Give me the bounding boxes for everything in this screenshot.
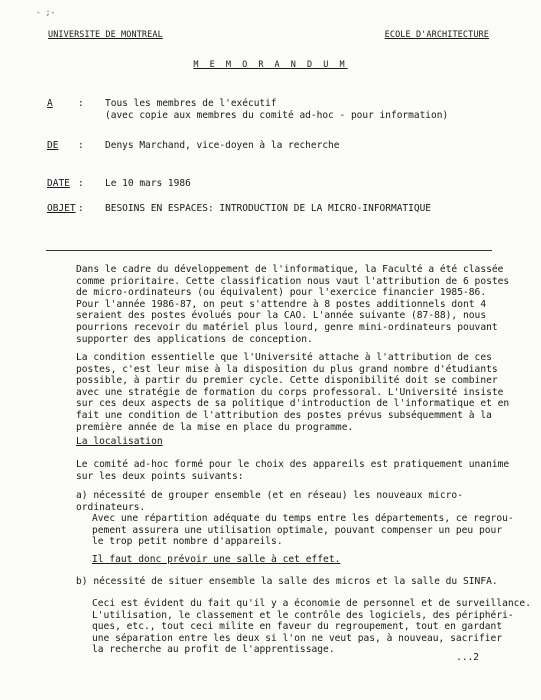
item-a-conclusion: Il faut donc prévoir une salle à cet effet. (92, 554, 341, 565)
corner-mark: - ;- (36, 8, 56, 17)
field-colon: : (78, 203, 84, 214)
university-name: UNIVERSITE DE MONTREAL (48, 30, 163, 40)
paragraph-line: pourrions recevoir du matériel plus lourd, genre mini-ordinateurs pouvant (76, 321, 498, 333)
divider-line (46, 250, 492, 251)
paragraph-line: sur les deux points suivants: (76, 470, 244, 482)
page-continuation: ...2 (456, 652, 479, 663)
paragraph-line: le trop petit nombre d'appareils. (92, 536, 283, 548)
paragraph-line: avec une stratégie de formation du corps professoral. L'Université insiste (76, 386, 504, 398)
paragraph-2 (76, 352, 510, 433)
paragraph-line: Le comité ad-hoc formé pour le choix des appareils est pratiquement unanime (76, 459, 510, 470)
paragraph-line: première année de la mise en place du programme. (76, 421, 354, 433)
paragraph-line: une séparation entre les deux si l'on ne veut pas, à nouveau, sacrifier (92, 632, 503, 644)
paragraph-line: postes, c'est leur mise à la disposition du plus grand nombre d'étudiants (76, 363, 498, 375)
paragraph-1 (76, 264, 510, 345)
recipient-line-2: (avec copie aux membres du comité ad-hoc - pour information) (105, 110, 449, 121)
paragraph-line: fait une condition de l'attribution des postes prévus subséquemment à la (76, 409, 492, 421)
item-b-detail (92, 598, 531, 656)
field-colon: : (78, 178, 84, 189)
memo-title: M E M O R A N D U M (193, 60, 348, 70)
paragraph-line: Dans le cadre du développement de l'informatique, la Faculté a été classée (76, 264, 504, 275)
subject-value: BESOINS EN ESPACES: INTRODUCTION DE LA MICRO-INFORMATIQUE (105, 203, 432, 214)
paragraph-line: La condition essentielle que l'Université attache à l'attribution de ces (76, 352, 492, 363)
paragraph-line: seraient des postes évolués pour la CAO. L'année suivante (87-88), nous (76, 310, 487, 322)
paragraph-line: possible, à partir du premier cycle. Cette disponibilité doit se combiner (76, 375, 498, 387)
paragraph-line: la recherche au profit de l'apprentissage. (92, 644, 335, 656)
field-label-de: DE (47, 140, 59, 151)
date-value: Le 10 mars 1986 (105, 178, 191, 189)
field-colon: : (78, 98, 84, 109)
paragraph-line: comme prioritaire. Cette classification nous vaut l'attribution de 6 postes (76, 275, 510, 287)
paragraph-line: Avec une répartition adéquate du temps entre les départements, ce regrou- (92, 513, 514, 524)
paragraph-line: pement assurera une utilisation optimale, pouvant compenser un peu pour (92, 524, 503, 536)
paragraph-line: Pour l'année 1986-87, on peut s'attendre à 8 postes additionnels dont 4 (76, 298, 487, 310)
item-a: a) nécessité de grouper ensemble (et en réseau) les nouveaux micro-ordinateurs. (76, 490, 463, 513)
field-label-date: DATE (47, 178, 70, 189)
paragraph-line: L'utilisation, le classement et le contrôle des logiciels, des périphéri- (92, 609, 514, 621)
field-label-objet: OBJET (47, 203, 76, 214)
paragraph-line: Ceci est évident du fait qu'il y a économie de personnel et de surveillance. (92, 598, 531, 609)
paragraph-line: de micro-ordinateurs (ou équivalent) pour l'exercice financier 1985-86. (76, 287, 487, 299)
item-a-detail (92, 513, 514, 548)
item-b: b) nécessité de situer ensemble la salle des micros et la salle du SINFA. (76, 576, 498, 587)
school-name: ECOLE D'ARCHITECTURE (384, 30, 489, 40)
paragraph-line: supporter des applications de conception. (76, 333, 313, 345)
field-colon: : (78, 140, 84, 151)
paragraph-3 (76, 459, 510, 482)
sender-value: Denys Marchand, vice-doyen à la recherche (105, 140, 340, 151)
paragraph-line: ques, etc., tout ceci milite en faveur du regroupement, tout en gardant (92, 621, 503, 633)
section-heading: La localisation (76, 436, 163, 447)
recipient-line-1: Tous les membres de l'exécutif (105, 98, 277, 109)
paragraph-line: sur ces deux aspects de sa politique d'introduction de l'informatique et en (76, 398, 510, 410)
field-label-a: A (47, 98, 53, 109)
